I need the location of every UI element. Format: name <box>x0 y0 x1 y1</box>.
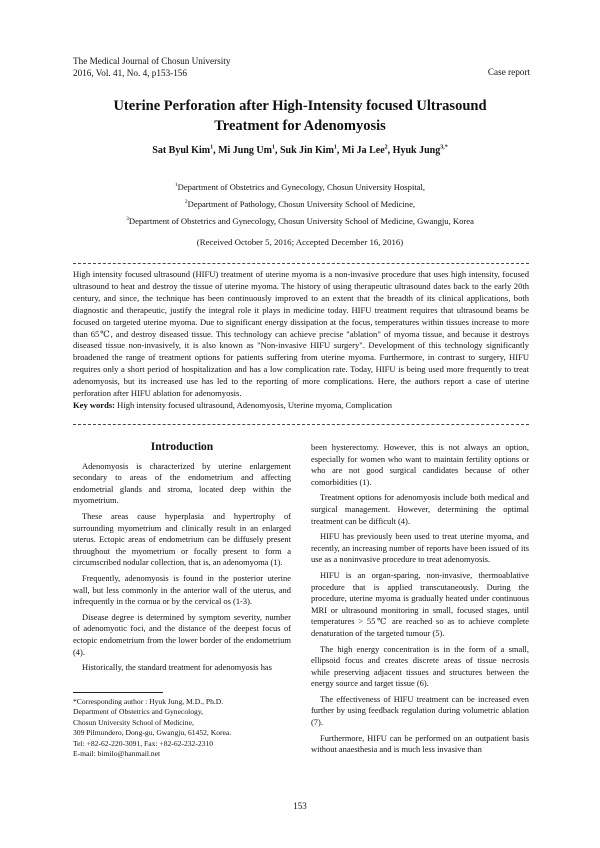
author: Hyuk Jung$^{3,*}$ <box>392 145 448 157</box>
journal-info <box>73 55 230 79</box>
keywords-label: Key words: <box>73 399 116 410</box>
left-column <box>73 442 291 678</box>
author: Mi Ja Lee$^2$, <box>341 145 393 157</box>
footnote-line: *Corresponding author : Hyuk Jung, M.D., Ph.D. <box>73 697 224 706</box>
paragraph: Frequently, adenomyosis is found in the posterior uterine wall, but less commonly in the anterior wall of the uterus, and infrequently in the cornua or by the cervical os (1-3). <box>73 572 291 607</box>
paragraph: Furthermore, HIFU can be performed on an outpatient basis without anaesthesia and is much less invasive than <box>311 732 529 755</box>
paragraph: The effectiveness of HIFU treatment can be increased even further by using feedback regulation during volumetric ablation (7). <box>311 693 529 728</box>
section-heading-introduction: Introduction <box>150 441 214 453</box>
keywords: High intensity focused ultrasound, Adenomyosis, Uterine myoma, Complication <box>117 399 393 410</box>
corresponding-author-footnote <box>73 697 303 759</box>
affiliation: $^1$Department of Obstetrics and Gynecology, Chosun University Hospital, <box>174 181 426 192</box>
footnote-line: Chosun University School of Medicine, <box>73 717 194 727</box>
paragraph: Treatment options for adenomyosis include both medical and surgical management. However, determining the optimal treatment can be difficult (4). <box>311 492 529 526</box>
affiliation: $^2$Department of Pathology, Chosun University School of Medicine, <box>184 198 416 209</box>
abstract <box>73 269 529 412</box>
journal-name: The Medical Journal of Chosun University <box>73 56 231 66</box>
paragraph: These areas cause hyperplasia and hypertrophy of surrounding myometrium and clinically result in an enlarged uterus. Ectopic areas of endometrium can be diffusely present throughout the myometrium or focally present to form a circumscribed nodular collection, that is, an adenomyoma (1). <box>73 510 291 568</box>
abstract-text: High intensity focused ultrasound (HIFU) treatment of uterine myoma is a non-invasive procedure that uses high intensity, focused ultrasound to heat and destroy the tissue of uterine myoma. The history of using therapeutic ultrasound dates back to the early 20th century, and since, the technique has been continuously improved to an extent that the breadth of its clinical applications, both diagnostic and therapeutic, justify the integral role it plays in medicine today. HIFU treatment requires that ultrasound beams be focused on targeted uterine myoma. Due to significant energy dissipation at the focus, temperatures within tissues increase to more than 65℃, and destroy diseased tissue. This technology can achieve precise "ablation" of myoma tissue, and because it destroys diseased tissue non-invasively, it is also known as "Non-invasive HIFU surgery". Development of this technology significantly broadened the range of treatment options for patients suffering from uterine myoma. Furthermore, in contrast to surgery, HIFU requires only a short period of hospitalization and has a low complication rate. Today, HIFU is being used more frequently to treat adenomyosis, but its increased use has led to the reporting of more complications. Here, the authors report a case of uterine perforation after HIFU ablation for adenomyosis. <box>73 269 529 399</box>
author: Sat Byul Kim$^1$, <box>152 145 219 157</box>
paper-title <box>60 96 540 136</box>
footnote-line: Department of Obstetrics and Gynecology, <box>73 707 204 717</box>
footnote-email[interactable]: E-mail: bimilo@hanmail.net <box>73 749 161 759</box>
author-list <box>60 145 540 156</box>
paragraph: Disease degree is determined by symptom severity, number of adenomyotic foci, and the distance of the deepest focus of ectopic endometrium from the lower border of the endometrium (4). <box>73 611 291 657</box>
article-type: Case report <box>487 67 530 77</box>
divider-bottom <box>73 424 529 425</box>
paragraph: Historically, the standard treatment for adenomyosis has <box>82 662 272 673</box>
title-line-1: Uterine Perforation after High-Intensity focused Ultrasound <box>113 98 487 114</box>
paragraph: Adenomyosis is characterized by uterine enlargement secondary to areas of the endometrium and affecting endometrial glands and stroma, located deep within the myometrium. <box>73 460 291 506</box>
divider-top <box>73 263 529 264</box>
footnote-line: 309 Pilmundero, Dong-gu, Gwangju, 61452, Korea. <box>73 728 232 738</box>
affiliation: $^3$Department of Obstetrics and Gynecology, Chosun University School of Medicine, Gwangju, Korea <box>126 215 474 226</box>
page-number: 153 <box>293 801 307 811</box>
affiliations <box>60 178 540 229</box>
right-column <box>311 442 529 760</box>
received-dates: (Received October 5, 2016; Accepted December 16, 2016) <box>196 237 404 247</box>
footnote-line: Tel: +82-62-220-3091, Fax: +82-62-232-2310 <box>73 738 214 748</box>
journal-volume: 2016, Vol. 41, No. 4, p153-156 <box>73 68 187 78</box>
author: Suk Jin Kim$^1$, <box>279 145 342 157</box>
title-line-2: Treatment for Adenomyosis <box>214 118 386 134</box>
footnote-rule <box>73 692 163 693</box>
paragraph: HIFU is an organ-sparing, non-invasive, thermoablative procedure that is applied transcutaneously. During the procedure, uterine myoma is gradually heated under continuous MRI or ultrasound monitoring in small, focused stages, until temperatures > 55℃ are reached so as to achieve complete denaturation of the targeted tumour (5). <box>311 569 529 638</box>
paragraph: HIFU has previously been used to treat uterine myoma, and recently, an increasing number of reports have been issued of its use as a noninvasive procedure to treat adenomyosis. <box>311 531 529 565</box>
author: Mi Jung Um$^1$, <box>218 145 280 157</box>
paragraph: The high energy concentration is in the form of a small, ellipsoid focus and creates discrete areas of tissue necrosis while preserving adjacent tissues and structures between the energy source and target tissue (6). <box>311 643 529 689</box>
paragraph: been hysterectomy. However, this is not always an option, especially for women who want to maintain fertility options or who are not good surgical candidates because of other comorbidities (1). <box>311 442 529 487</box>
